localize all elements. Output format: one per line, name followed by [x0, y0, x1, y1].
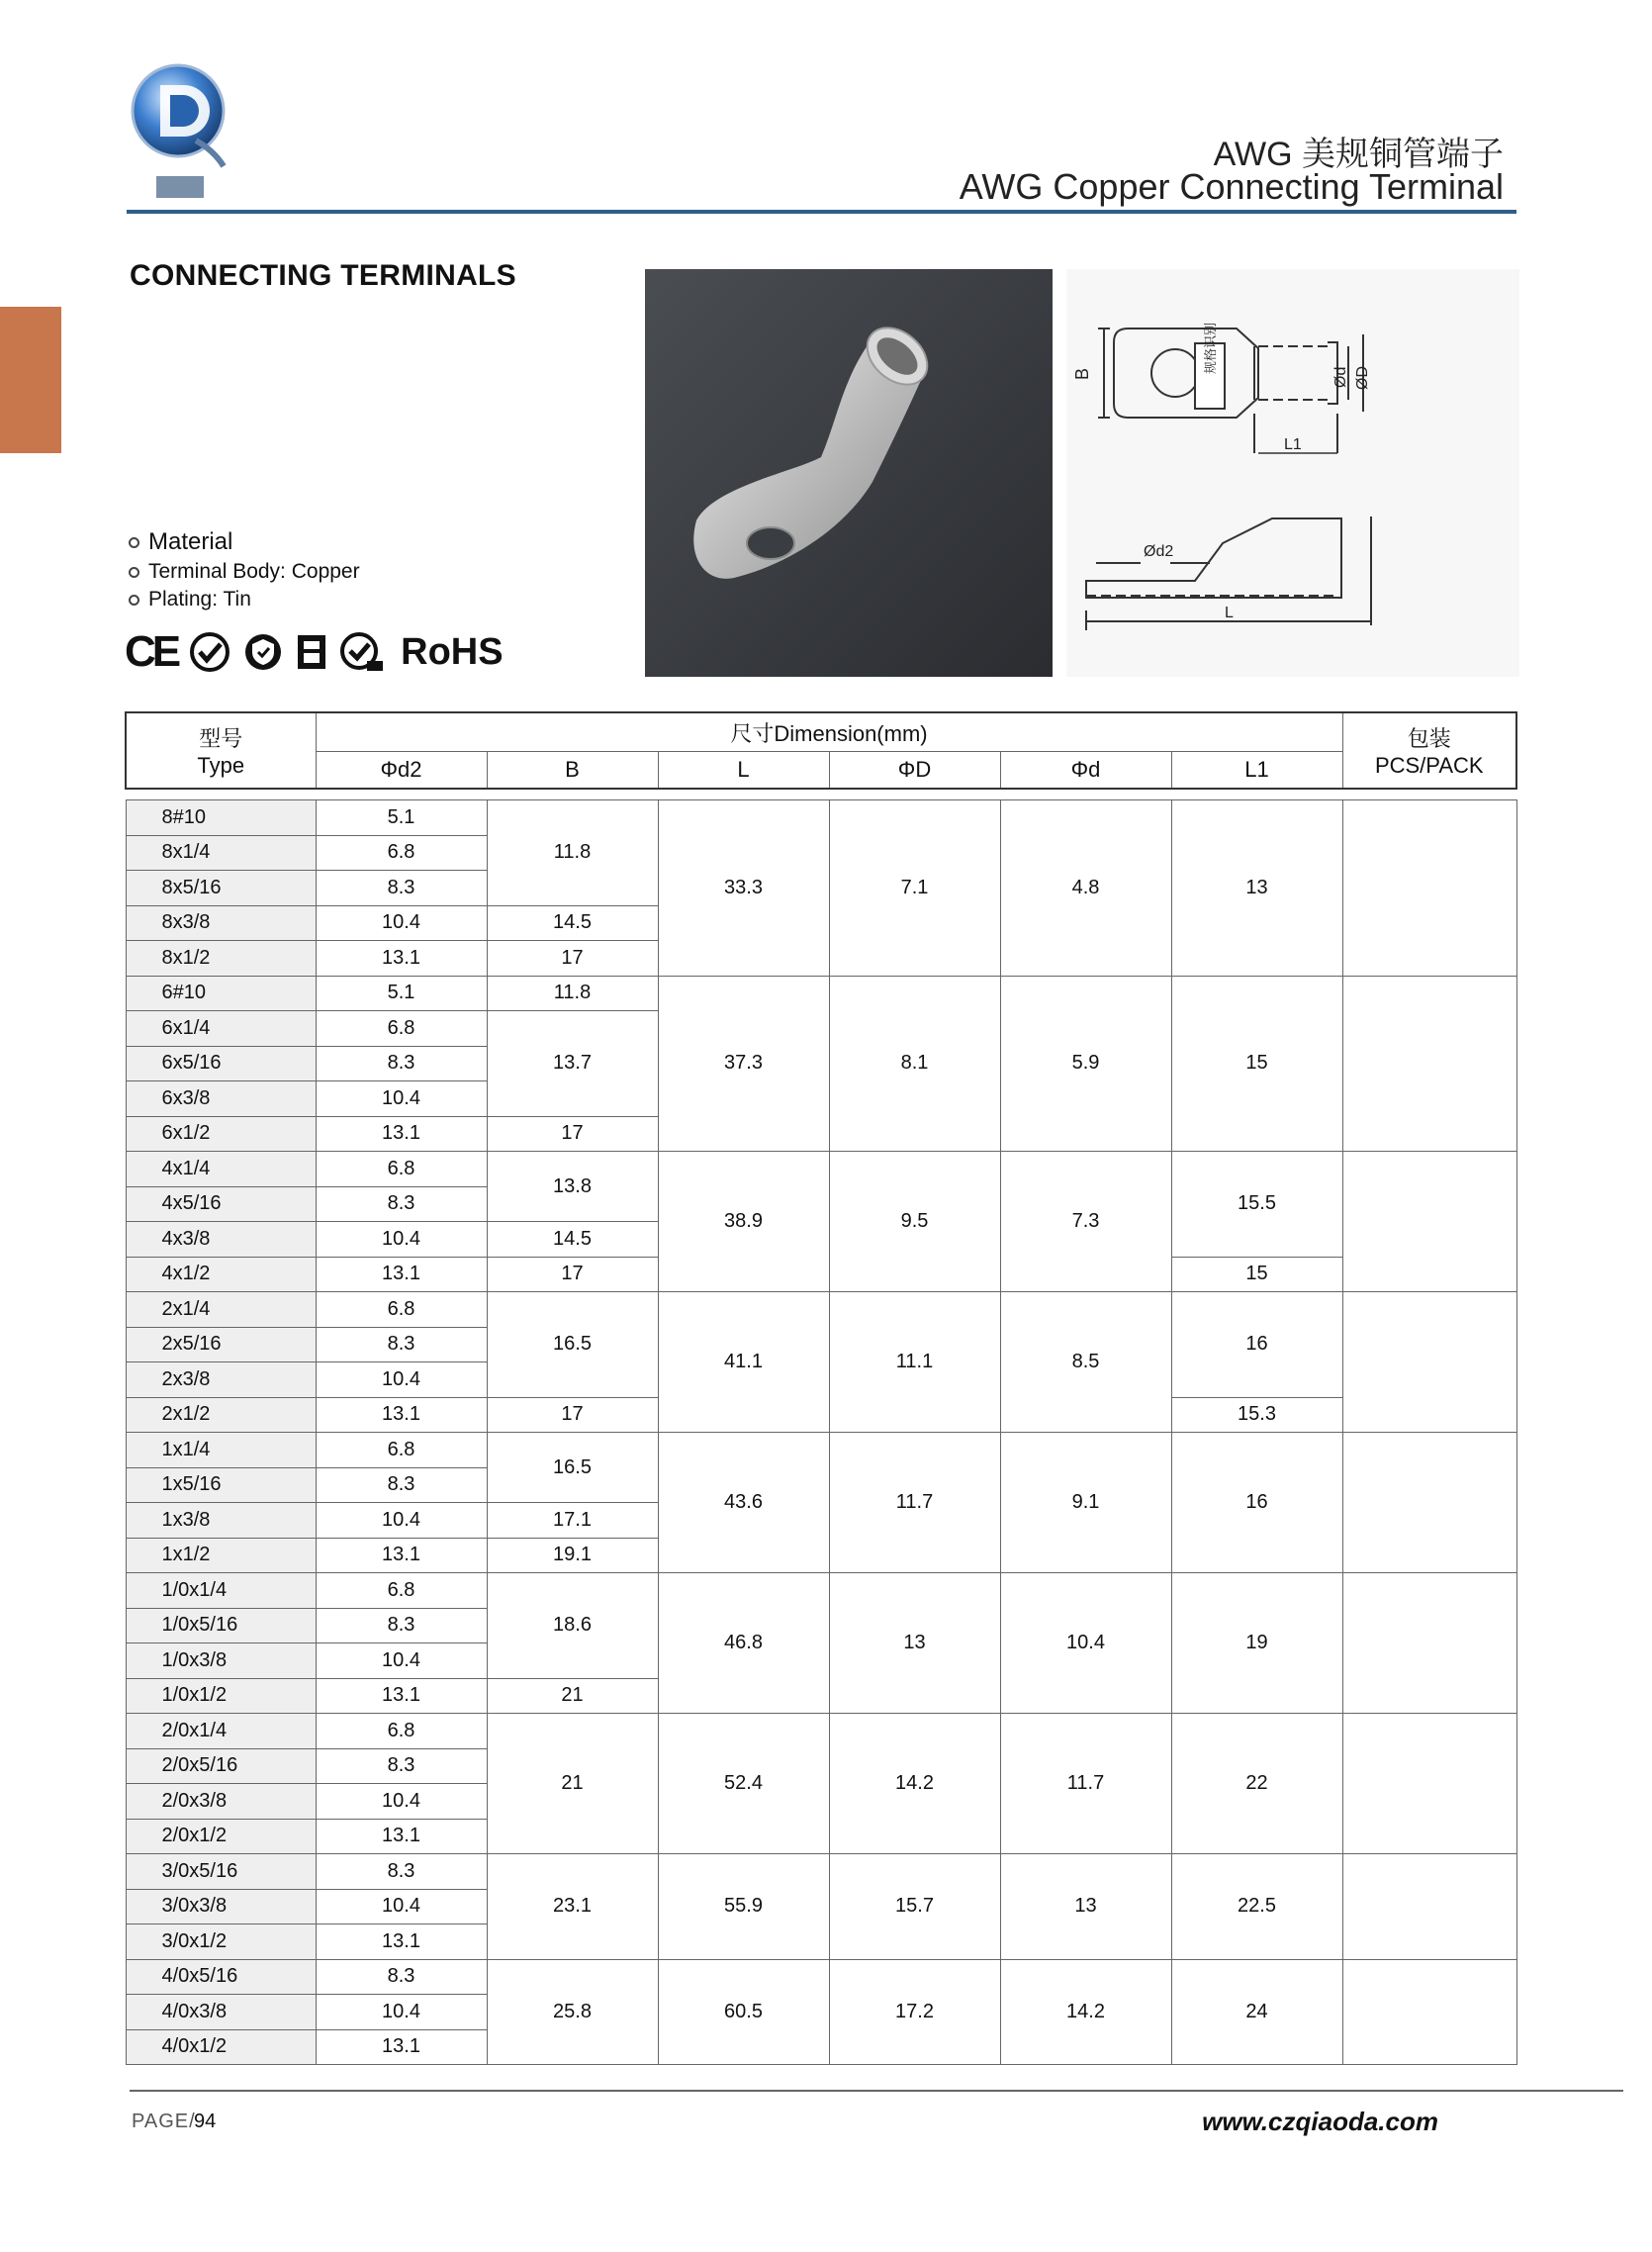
- cell-b: 16.5: [487, 1433, 658, 1503]
- cell-d2: 10.4: [316, 1362, 487, 1398]
- cell-b: 13.7: [487, 1011, 658, 1117]
- table-row: [126, 1959, 1516, 1995]
- cell-big-d: 11.1: [829, 1292, 1000, 1433]
- cell-d2: 10.4: [316, 1643, 487, 1679]
- cell-type: 3/0x5/16: [126, 1854, 316, 1890]
- table-row: [126, 976, 1516, 1011]
- cell-l: 60.5: [658, 1959, 829, 2065]
- cell-type: 8x5/16: [126, 871, 316, 906]
- cell-l: 33.3: [658, 800, 829, 977]
- section-title: CONNECTING TERMINALS: [130, 259, 516, 292]
- col-header-type: [126, 712, 316, 789]
- cell-b: 21: [487, 1678, 658, 1714]
- footer-divider: [130, 2090, 1623, 2092]
- cell-pack: [1342, 1152, 1516, 1292]
- col-header-pack-cn: 包装: [1407, 726, 1451, 751]
- col-header-pack-en: PCS/PACK: [1374, 753, 1484, 778]
- col-header-type-cn: 型号: [199, 726, 243, 751]
- certification-row: [125, 628, 504, 676]
- cell-d2: 13.1: [316, 1257, 487, 1292]
- cell-b: 11.8: [487, 976, 658, 1011]
- dim-label-l1: L1: [1284, 436, 1302, 453]
- col-header-small-d: Φd: [1000, 752, 1171, 790]
- cell-small-d: 8.5: [1000, 1292, 1171, 1433]
- header-divider: [127, 210, 1516, 214]
- cell-d2: 10.4: [316, 1222, 487, 1258]
- cell-b: 17: [487, 1257, 658, 1292]
- spec-table: [125, 711, 1517, 2065]
- cell-d2: 6.8: [316, 1152, 487, 1187]
- cell-d2: 13.1: [316, 1678, 487, 1714]
- cell-l: 38.9: [658, 1152, 829, 1292]
- cell-d2: 5.1: [316, 976, 487, 1011]
- cell-d2: 13.1: [316, 2029, 487, 2065]
- cell-type: 6x1/2: [126, 1116, 316, 1152]
- cell-type: 4x1/4: [126, 1152, 316, 1187]
- cell-l1: 22.5: [1171, 1854, 1342, 1960]
- dim-label-l: L: [1225, 605, 1234, 621]
- cell-l1: 16: [1171, 1433, 1342, 1573]
- cell-d2: 5.1: [316, 800, 487, 836]
- cell-d2: 6.8: [316, 1292, 487, 1328]
- col-header-l: L: [658, 752, 829, 790]
- cell-pack: [1342, 800, 1516, 977]
- cell-l1: 13: [1171, 800, 1342, 977]
- cell-b: 18.6: [487, 1573, 658, 1679]
- cell-l1: 24: [1171, 1959, 1342, 2065]
- cell-l1: 22: [1171, 1714, 1342, 1854]
- check-cert-icon: [189, 631, 230, 673]
- cell-pack: [1342, 1959, 1516, 2065]
- cell-type: 3/0x1/2: [126, 1924, 316, 1960]
- cell-type: 2x5/16: [126, 1327, 316, 1362]
- cell-b: 17.1: [487, 1503, 658, 1539]
- side-tab-marker: [0, 307, 61, 453]
- dim-label-phi-big-d: ØD: [1354, 366, 1371, 390]
- cell-l1: 15: [1171, 976, 1342, 1152]
- cell-d2: 8.3: [316, 1854, 487, 1890]
- cell-type: 8#10: [126, 800, 316, 836]
- cell-b: 17: [487, 1397, 658, 1433]
- cell-type: 1/0x3/8: [126, 1643, 316, 1679]
- table-row: [126, 1854, 1516, 1890]
- cell-d2: 8.3: [316, 1467, 487, 1503]
- cell-type: 1x1/4: [126, 1433, 316, 1468]
- cell-d2: 10.4: [316, 905, 487, 941]
- col-header-dimension: 尺寸Dimension(mm): [316, 712, 1342, 752]
- cell-l: 46.8: [658, 1573, 829, 1714]
- cell-type: 1x5/16: [126, 1467, 316, 1503]
- cell-big-d: 11.7: [829, 1433, 1000, 1573]
- cell-d2: 6.8: [316, 1433, 487, 1468]
- cell-l: 37.3: [658, 976, 829, 1152]
- cell-type: 6x1/4: [126, 1011, 316, 1047]
- cell-b: 17: [487, 1116, 658, 1152]
- col-header-big-d: ΦD: [829, 752, 1000, 790]
- cell-d2: 10.4: [316, 1889, 487, 1924]
- cell-type: 2x1/2: [126, 1397, 316, 1433]
- shield-cert-icon: [242, 631, 284, 673]
- cell-big-d: 9.5: [829, 1152, 1000, 1292]
- table-row: [126, 1714, 1516, 1749]
- dim-label-b: B: [1072, 367, 1092, 380]
- col-header-d2: Φd2: [316, 752, 487, 790]
- cell-b: 16.5: [487, 1292, 658, 1398]
- col-header-b: B: [487, 752, 658, 790]
- cell-type: 8x3/8: [126, 905, 316, 941]
- col-header-type-en: Type: [197, 753, 245, 778]
- cell-type: 3/0x3/8: [126, 1889, 316, 1924]
- table-row: [126, 800, 1516, 836]
- page-number: 94: [194, 2111, 217, 2132]
- cell-d2: 8.3: [316, 871, 487, 906]
- cell-l: 52.4: [658, 1714, 829, 1854]
- col-header-pack: [1342, 712, 1516, 789]
- cell-l1: 15: [1171, 1257, 1342, 1292]
- cell-d2: 8.3: [316, 1046, 487, 1081]
- cell-b: 21: [487, 1714, 658, 1854]
- cell-d2: 13.1: [316, 1924, 487, 1960]
- cell-big-d: 14.2: [829, 1714, 1000, 1854]
- cell-big-d: 15.7: [829, 1854, 1000, 1960]
- cell-b: 14.5: [487, 905, 658, 941]
- page-title-chinese: AWG 美规铜管端子: [1213, 136, 1504, 173]
- table-row: [126, 1292, 1516, 1328]
- cell-type: 2/0x3/8: [126, 1784, 316, 1820]
- sgs-cert-icon: [339, 631, 383, 673]
- dim-label-phi-d2: Ød2: [1144, 543, 1174, 560]
- cell-type: 8x1/4: [126, 835, 316, 871]
- cell-small-d: 4.8: [1000, 800, 1171, 977]
- cell-big-d: 7.1: [829, 800, 1000, 977]
- cell-type: 4x1/2: [126, 1257, 316, 1292]
- cell-l1: 16: [1171, 1292, 1342, 1398]
- cell-type: 1x1/2: [126, 1538, 316, 1573]
- cell-d2: 10.4: [316, 1081, 487, 1117]
- cell-type: 1/0x1/4: [126, 1573, 316, 1609]
- cell-pack: [1342, 976, 1516, 1152]
- cell-small-d: 11.7: [1000, 1714, 1171, 1854]
- spec-item: Material: [129, 526, 360, 558]
- cell-d2: 10.4: [316, 1995, 487, 2030]
- cell-b: 25.8: [487, 1959, 658, 2065]
- cell-small-d: 9.1: [1000, 1433, 1171, 1573]
- cell-pack: [1342, 1292, 1516, 1433]
- cell-d2: 13.1: [316, 941, 487, 977]
- cell-small-d: 13: [1000, 1854, 1171, 1960]
- cell-small-d: 10.4: [1000, 1573, 1171, 1714]
- page-title-english: AWG Copper Connecting Terminal: [959, 166, 1504, 207]
- cell-d2: 13.1: [316, 1538, 487, 1573]
- cell-big-d: 8.1: [829, 976, 1000, 1152]
- cell-d2: 10.4: [316, 1503, 487, 1539]
- cell-type: 6x5/16: [126, 1046, 316, 1081]
- cell-d2: 6.8: [316, 1714, 487, 1749]
- table-row: [126, 1433, 1516, 1468]
- cell-d2: 13.1: [316, 1116, 487, 1152]
- cell-d2: 8.3: [316, 1327, 487, 1362]
- cell-d2: 13.1: [316, 1819, 487, 1854]
- cell-type: 4/0x5/16: [126, 1959, 316, 1995]
- table-spacer: [126, 789, 1516, 800]
- cell-b: 14.5: [487, 1222, 658, 1258]
- cell-b: 13.8: [487, 1152, 658, 1222]
- cell-d2: 10.4: [316, 1784, 487, 1820]
- cell-l1: 19: [1171, 1573, 1342, 1714]
- company-logo: [127, 59, 235, 208]
- cell-small-d: 5.9: [1000, 976, 1171, 1152]
- cell-d2: 13.1: [316, 1397, 487, 1433]
- quality-cert-icon: [296, 631, 327, 673]
- cell-type: 4x5/16: [126, 1186, 316, 1222]
- cell-l: 41.1: [658, 1292, 829, 1433]
- cell-d2: 6.8: [316, 835, 487, 871]
- cell-big-d: 13: [829, 1573, 1000, 1714]
- cell-b: 17: [487, 941, 658, 977]
- cell-type: 1/0x5/16: [126, 1608, 316, 1643]
- cell-type: 2x3/8: [126, 1362, 316, 1398]
- cell-small-d: 7.3: [1000, 1152, 1171, 1292]
- table-row: [126, 1573, 1516, 1609]
- table-body: [126, 789, 1516, 2065]
- cell-b: 19.1: [487, 1538, 658, 1573]
- cell-d2: 8.3: [316, 1959, 487, 1995]
- cell-d2: 8.3: [316, 1608, 487, 1643]
- cell-type: 4/0x1/2: [126, 2029, 316, 2065]
- page-label: PAGE/: [132, 2111, 196, 2132]
- cell-pack: [1342, 1573, 1516, 1714]
- cell-type: 8x1/2: [126, 941, 316, 977]
- cell-type: 2/0x1/4: [126, 1714, 316, 1749]
- cell-l1: 15.3: [1171, 1397, 1342, 1433]
- cell-d2: 6.8: [316, 1011, 487, 1047]
- cell-pack: [1342, 1433, 1516, 1573]
- cell-l: 43.6: [658, 1433, 829, 1573]
- cell-type: 4x3/8: [126, 1222, 316, 1258]
- cell-d2: 6.8: [316, 1573, 487, 1609]
- cell-type: 2/0x1/2: [126, 1819, 316, 1854]
- cell-d2: 8.3: [316, 1748, 487, 1784]
- cell-type: 6x3/8: [126, 1081, 316, 1117]
- cell-type: 1x3/8: [126, 1503, 316, 1539]
- col-header-l1: L1: [1171, 752, 1342, 790]
- cell-type: 6#10: [126, 976, 316, 1011]
- dim-label-phi-d: Ød: [1332, 366, 1349, 388]
- cell-b: 11.8: [487, 800, 658, 906]
- cell-small-d: 14.2: [1000, 1959, 1171, 2065]
- cell-type: 1/0x1/2: [126, 1678, 316, 1714]
- stamp-label: 规格识别: [1204, 322, 1219, 374]
- cell-b: 23.1: [487, 1854, 658, 1960]
- technical-drawing: [1066, 269, 1519, 677]
- cell-type: 4/0x3/8: [126, 1995, 316, 2030]
- table-row: [126, 1152, 1516, 1187]
- rohs-mark: RoHS: [401, 630, 504, 673]
- cell-type: 2x1/4: [126, 1292, 316, 1328]
- cell-l1: 15.5: [1171, 1152, 1342, 1258]
- spec-item: Terminal Body: Copper: [129, 558, 360, 586]
- cell-pack: [1342, 1854, 1516, 1960]
- website-url: www.czqiaoda.com: [1202, 2107, 1438, 2136]
- cell-l: 55.9: [658, 1854, 829, 1960]
- spec-list: [129, 526, 360, 613]
- spec-item: Plating: Tin: [129, 586, 360, 613]
- cell-pack: [1342, 1714, 1516, 1854]
- cell-d2: 8.3: [316, 1186, 487, 1222]
- cell-big-d: 17.2: [829, 1959, 1000, 2065]
- ce-mark: CE: [125, 627, 178, 676]
- product-photo: [645, 269, 1053, 677]
- cell-type: 2/0x5/16: [126, 1748, 316, 1784]
